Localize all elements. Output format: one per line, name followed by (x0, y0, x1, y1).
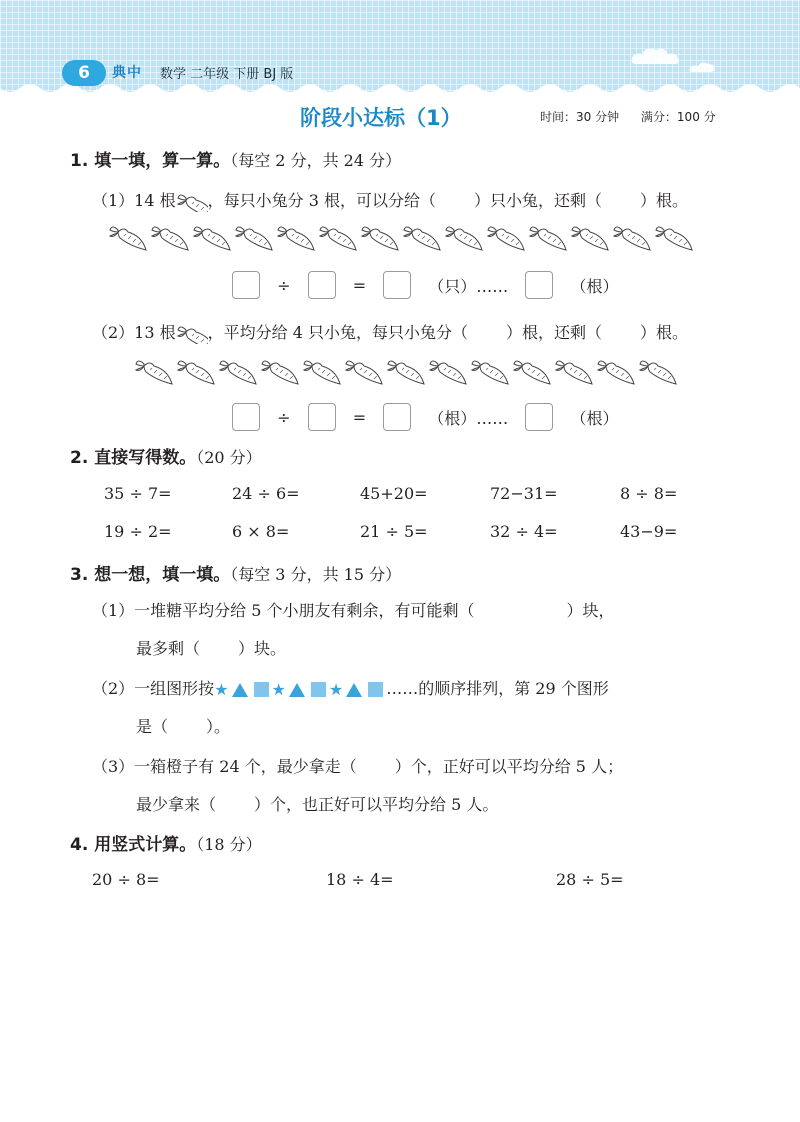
star-icon: ★ (328, 680, 344, 699)
calc-item: 43−9= (620, 522, 678, 541)
carrot-icon (176, 324, 208, 344)
carrot-icon (512, 358, 552, 390)
page-number-badge: 6 (62, 60, 106, 86)
carrot-icon (344, 358, 384, 390)
carrot-icon (386, 358, 426, 390)
star-icon: ★ (271, 680, 286, 699)
carrot-icon (260, 358, 300, 390)
page-title: 阶段小达标（1） (300, 106, 462, 130)
calc-item: 35 ÷ 7= (104, 484, 172, 503)
section-4-points: （18 分） (196, 835, 262, 854)
q1-1-text: （1）14 根 ，每只小兔分 3 根，可以分给（ ）只小兔，还剩（ ）根。 (92, 188, 688, 212)
q3-1-line1: （1）一堆糖平均分给 5 个小朋友有剩余，有可能剩（ ）块， (92, 601, 615, 620)
calc-item: 72−31= (490, 484, 558, 503)
answer-box[interactable] (232, 271, 260, 299)
carrot-icon (218, 358, 258, 390)
calc-item: 19 ÷ 2= (104, 522, 172, 541)
square-icon (254, 682, 269, 697)
vertical-calc-item: 18 ÷ 4= (326, 870, 394, 889)
carrot-icon (192, 224, 232, 256)
square-icon (368, 682, 383, 697)
answer-box[interactable] (525, 271, 553, 299)
carrot-row-14 (108, 224, 696, 256)
header-wave-edge (0, 84, 800, 100)
section-2-points: （20 分） (196, 448, 262, 467)
shape-sequence (214, 679, 386, 698)
section-3-points: （每空 3 分，共 15 分） (230, 565, 402, 584)
q3-2-line1: （2）一组图形按★ ★ ★ ……的顺序排列，第 29 个图形 (92, 679, 609, 699)
triangle-icon (232, 683, 248, 697)
calc-item: 24 ÷ 6= (232, 484, 300, 503)
carrot-icon (402, 224, 442, 256)
carrot-icon (276, 224, 316, 256)
section-3-heading: 3. 想一想，填一填。（每空 3 分，共 15 分） (70, 565, 402, 585)
answer-box[interactable] (383, 403, 411, 431)
carrot-icon (234, 224, 274, 256)
carrot-icon (360, 224, 400, 256)
carrot-icon (134, 358, 174, 390)
answer-box[interactable] (232, 403, 260, 431)
triangle-icon (346, 683, 362, 697)
section-1-points: （每空 2 分，共 24 分） (230, 151, 402, 170)
time-limit: 时间：30 分钟 (540, 110, 620, 124)
q1-2-text: （2）13 根 ，平均分给 4 只小兔，每只小兔分（ ）根，还剩（ ）根。 (92, 320, 688, 344)
carrot-icon (486, 224, 526, 256)
carrot-icon (596, 358, 636, 390)
cloud-icon (628, 44, 688, 68)
carrot-icon (470, 358, 510, 390)
carrot-icon (638, 358, 678, 390)
carrot-row-13 (134, 358, 680, 390)
section-4-heading: 4. 用竖式计算。（18 分） (70, 835, 262, 855)
carrot-icon (528, 224, 568, 256)
carrot-icon (654, 224, 694, 256)
book-subject: 数学 二年级 下册 BJ 版 (160, 67, 294, 82)
calc-item: 8 ÷ 8= (620, 484, 678, 503)
brand-logo: 典中 (112, 65, 142, 81)
answer-box[interactable] (308, 403, 336, 431)
square-icon (311, 682, 326, 697)
carrot-icon (570, 224, 610, 256)
vertical-calc-item: 20 ÷ 8= (92, 870, 160, 889)
carrot-icon (554, 358, 594, 390)
carrot-icon (108, 224, 148, 256)
q3-2-line2: 是（ ）。 (136, 717, 231, 736)
section-2-heading: 2. 直接写得数。（20 分） (70, 448, 262, 468)
exam-meta (540, 108, 734, 125)
q1-2-equation: ÷ = （根）…… （根） (226, 403, 625, 431)
carrot-icon (176, 358, 216, 390)
q3-3-line1: （3）一箱橙子有 24 个，最少拿走（ ）个，正好可以平均分给 5 人； (92, 757, 624, 776)
full-score: 满分：100 分 (640, 110, 716, 124)
calc-item: 21 ÷ 5= (360, 522, 428, 541)
carrot-icon (318, 224, 358, 256)
triangle-icon (289, 683, 305, 697)
calc-item: 32 ÷ 4= (490, 522, 558, 541)
calc-item: 6 × 8= (232, 522, 290, 541)
answer-box[interactable] (525, 403, 553, 431)
carrot-icon (150, 224, 190, 256)
section-1-heading: 1. 填一填，算一算。（每空 2 分，共 24 分） (70, 151, 402, 171)
q3-3-line2: 最少拿来（ ）个，也正好可以平均分给 5 人。 (136, 795, 499, 814)
vertical-calc-item: 28 ÷ 5= (556, 870, 624, 889)
calc-item: 45+20= (360, 484, 428, 503)
carrot-icon (428, 358, 468, 390)
carrot-icon (176, 192, 208, 212)
star-icon: ★ (214, 680, 229, 699)
q3-1-line2: 最多剩（ ）块。 (136, 639, 287, 658)
carrot-icon (302, 358, 342, 390)
q1-1-equation: ÷ = （只）…… （根） (226, 271, 625, 299)
answer-box[interactable] (383, 271, 411, 299)
carrot-icon (612, 224, 652, 256)
carrot-icon (444, 224, 484, 256)
answer-box[interactable] (308, 271, 336, 299)
cloud-icon (688, 60, 718, 74)
